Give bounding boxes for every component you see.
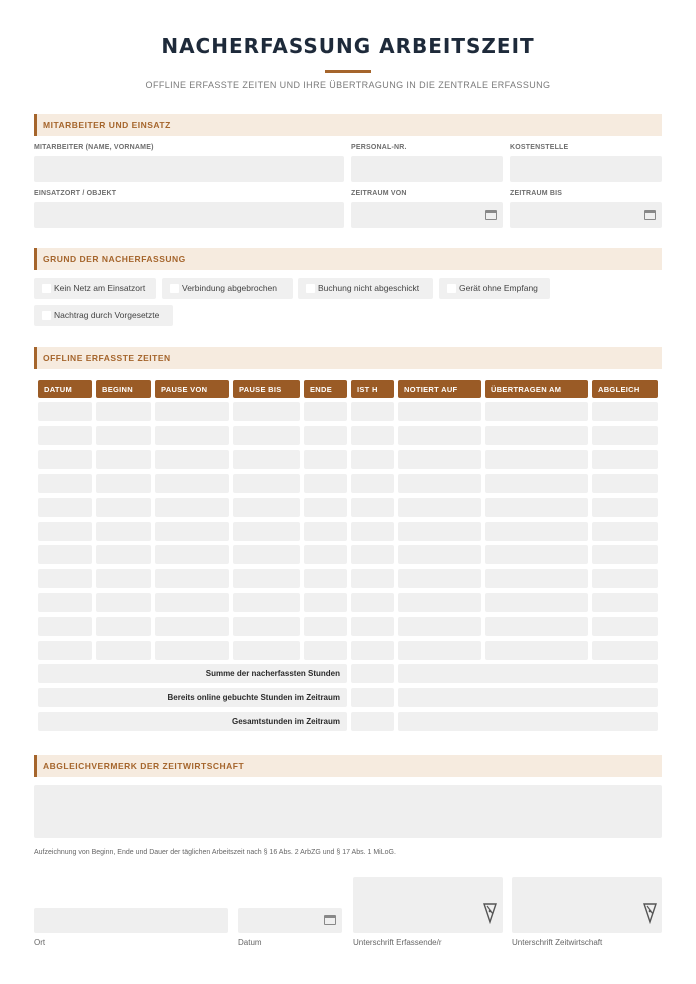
section-header-employee bbox=[34, 114, 662, 136]
signature-recorder-field[interactable] bbox=[353, 877, 503, 933]
calendar-icon[interactable] bbox=[644, 210, 656, 220]
place-field[interactable] bbox=[34, 908, 228, 933]
summary-row-label bbox=[38, 664, 347, 683]
cell-reconciliation[interactable] bbox=[592, 569, 658, 588]
cell-transferred-on[interactable] bbox=[485, 545, 588, 564]
cell-transferred-on[interactable] bbox=[485, 426, 588, 445]
cell-transferred-on[interactable] bbox=[485, 617, 588, 636]
period-to-label: ZEITRAUM BIS bbox=[510, 190, 563, 197]
cell-end[interactable] bbox=[304, 569, 347, 588]
cell-break-to[interactable] bbox=[233, 498, 300, 517]
cell-date[interactable] bbox=[38, 402, 92, 421]
reason-option-no-network[interactable] bbox=[34, 278, 156, 299]
section-header-reason bbox=[34, 248, 662, 270]
cell-reconciliation[interactable] bbox=[592, 593, 658, 612]
cell-break-to[interactable] bbox=[233, 522, 300, 541]
title-divider bbox=[325, 70, 371, 73]
cell-noted-on[interactable] bbox=[398, 569, 481, 588]
cell-end[interactable] bbox=[304, 641, 347, 660]
summary-label: Bereits online gebuchte Stunden im Zeitraum bbox=[167, 693, 340, 702]
cell-noted-on[interactable] bbox=[398, 498, 481, 517]
column-header-break-from: PAUSE VON bbox=[155, 380, 229, 398]
cell-break-from[interactable] bbox=[155, 426, 229, 445]
cell-break-from[interactable] bbox=[155, 641, 229, 660]
cell-reconciliation[interactable] bbox=[592, 402, 658, 421]
column-header-noted-on: NOTIERT AUF bbox=[398, 380, 481, 398]
cell-break-from[interactable] bbox=[155, 569, 229, 588]
column-header-start: BEGINN bbox=[96, 380, 151, 398]
cell-noted-on[interactable] bbox=[398, 426, 481, 445]
cell-break-to[interactable] bbox=[233, 593, 300, 612]
date-label: Datum bbox=[238, 938, 262, 947]
cell-transferred-on[interactable] bbox=[485, 569, 588, 588]
cell-transferred-on[interactable] bbox=[485, 498, 588, 517]
cell-start[interactable] bbox=[96, 593, 151, 612]
cell-break-to[interactable] bbox=[233, 569, 300, 588]
checkbox[interactable] bbox=[42, 311, 51, 320]
cell-actual-hours[interactable] bbox=[351, 426, 394, 445]
cell-actual-hours[interactable] bbox=[351, 498, 394, 517]
section-title: OFFLINE ERFASSTE ZEITEN bbox=[43, 353, 171, 363]
section-title: ABGLEICHVERMERK DER ZEITWIRTSCHAFT bbox=[43, 761, 245, 771]
cell-start[interactable] bbox=[96, 426, 151, 445]
reason-option-no-reception[interactable] bbox=[439, 278, 550, 299]
page-title: NACHERFASSUNG ARBEITSZEIT bbox=[161, 34, 535, 58]
period-to-field[interactable] bbox=[510, 202, 662, 228]
signature-office-label: Unterschrift Zeitwirtschaft bbox=[512, 938, 603, 947]
cell-end[interactable] bbox=[304, 450, 347, 469]
cell-end[interactable] bbox=[304, 498, 347, 517]
cell-break-from[interactable] bbox=[155, 617, 229, 636]
cell-start[interactable] bbox=[96, 641, 151, 660]
cell-date[interactable] bbox=[38, 617, 92, 636]
summary-note-cell[interactable] bbox=[398, 712, 658, 731]
column-header-actual-hours: IST H bbox=[351, 380, 394, 398]
cell-actual-hours[interactable] bbox=[351, 450, 394, 469]
cell-transferred-on[interactable] bbox=[485, 474, 588, 493]
cell-reconciliation[interactable] bbox=[592, 498, 658, 517]
summary-note-cell[interactable] bbox=[398, 688, 658, 707]
cell-actual-hours[interactable] bbox=[351, 522, 394, 541]
checkbox[interactable] bbox=[42, 284, 51, 293]
summary-row-label bbox=[38, 688, 347, 707]
cell-noted-on[interactable] bbox=[398, 474, 481, 493]
cell-actual-hours[interactable] bbox=[351, 569, 394, 588]
reason-option-label: Verbindung abgebrochen bbox=[182, 283, 277, 293]
cell-break-from[interactable] bbox=[155, 402, 229, 421]
employee-name-field[interactable] bbox=[34, 156, 344, 182]
cell-date[interactable] bbox=[38, 545, 92, 564]
column-header-break-to: PAUSE BIS bbox=[233, 380, 300, 398]
checkbox[interactable] bbox=[447, 284, 456, 293]
remark-textarea[interactable] bbox=[34, 785, 662, 838]
pen-nib-icon bbox=[643, 902, 657, 924]
cell-noted-on[interactable] bbox=[398, 617, 481, 636]
reason-option-label: Gerät ohne Empfang bbox=[459, 283, 538, 293]
cell-break-to[interactable] bbox=[233, 426, 300, 445]
cell-noted-on[interactable] bbox=[398, 522, 481, 541]
summary-row-label bbox=[38, 712, 347, 731]
cell-transferred-on[interactable] bbox=[485, 522, 588, 541]
cell-break-to[interactable] bbox=[233, 474, 300, 493]
cell-start[interactable] bbox=[96, 402, 151, 421]
location-field[interactable] bbox=[34, 202, 344, 228]
place-label: Ort bbox=[34, 938, 46, 947]
cell-actual-hours[interactable] bbox=[351, 402, 394, 421]
cell-transferred-on[interactable] bbox=[485, 593, 588, 612]
cell-start[interactable] bbox=[96, 617, 151, 636]
cell-start[interactable] bbox=[96, 450, 151, 469]
reason-option-connection-lost[interactable] bbox=[162, 278, 293, 299]
pen-nib-icon bbox=[483, 902, 497, 924]
section-header-remark bbox=[34, 755, 662, 777]
cell-break-to[interactable] bbox=[233, 450, 300, 469]
period-from-field[interactable] bbox=[351, 202, 503, 228]
cell-noted-on[interactable] bbox=[398, 402, 481, 421]
cell-end[interactable] bbox=[304, 426, 347, 445]
cell-break-to[interactable] bbox=[233, 641, 300, 660]
signature-recorder-label: Unterschrift Erfassende/r bbox=[353, 938, 442, 947]
column-header-end: ENDE bbox=[304, 380, 347, 398]
summary-label: Gesamtstunden im Zeitraum bbox=[231, 717, 340, 726]
cell-reconciliation[interactable] bbox=[592, 450, 658, 469]
column-header-date: DATUM bbox=[38, 380, 92, 398]
cell-reconciliation[interactable] bbox=[592, 474, 658, 493]
location-label: EINSATZORT / OBJEKT bbox=[34, 190, 117, 197]
period-from-label: ZEITRAUM VON bbox=[351, 190, 407, 197]
cell-start[interactable] bbox=[96, 569, 151, 588]
cell-start[interactable] bbox=[96, 474, 151, 493]
cell-end[interactable] bbox=[304, 474, 347, 493]
reason-option-label: Buchung nicht abgeschickt bbox=[318, 283, 420, 293]
cell-noted-on[interactable] bbox=[398, 641, 481, 660]
section-title: MITARBEITER UND EINSATZ bbox=[43, 120, 171, 130]
cell-break-from[interactable] bbox=[155, 522, 229, 541]
signature-office-field[interactable] bbox=[512, 877, 662, 933]
cell-date[interactable] bbox=[38, 474, 92, 493]
cell-break-to[interactable] bbox=[233, 617, 300, 636]
employee-name-label: MITARBEITER (NAME, VORNAME) bbox=[34, 144, 154, 151]
cell-end[interactable] bbox=[304, 522, 347, 541]
summary-hours-cell[interactable] bbox=[351, 688, 394, 707]
summary-label: Summe der nacherfassten Stunden bbox=[205, 669, 340, 678]
cell-date[interactable] bbox=[38, 450, 92, 469]
column-header-transferred-on: ÜBERTRAGEN AM bbox=[485, 380, 588, 398]
cell-noted-on[interactable] bbox=[398, 545, 481, 564]
cost-center-label: KOSTENSTELLE bbox=[510, 144, 569, 151]
cell-transferred-on[interactable] bbox=[485, 402, 588, 421]
cell-transferred-on[interactable] bbox=[485, 641, 588, 660]
summary-note-cell[interactable] bbox=[398, 664, 658, 683]
cell-break-from[interactable] bbox=[155, 545, 229, 564]
cell-date[interactable] bbox=[38, 641, 92, 660]
cell-date[interactable] bbox=[38, 498, 92, 517]
cell-noted-on[interactable] bbox=[398, 593, 481, 612]
summary-hours-cell[interactable] bbox=[351, 664, 394, 683]
page-subtitle: OFFLINE ERFASSTE ZEITEN UND IHRE ÜBERTRAGUNG IN DIE ZENTRALE ERFASSUNG bbox=[145, 80, 551, 90]
section-title: GRUND DER NACHERFASSUNG bbox=[43, 254, 186, 264]
cell-break-from[interactable] bbox=[155, 450, 229, 469]
cell-reconciliation[interactable] bbox=[592, 617, 658, 636]
reason-option-not-sent[interactable] bbox=[298, 278, 433, 299]
cell-break-to[interactable] bbox=[233, 545, 300, 564]
cell-transferred-on[interactable] bbox=[485, 450, 588, 469]
cell-reconciliation[interactable] bbox=[592, 426, 658, 445]
cell-date[interactable] bbox=[38, 522, 92, 541]
checkbox[interactable] bbox=[170, 284, 179, 293]
date-field[interactable] bbox=[238, 908, 342, 933]
cell-start[interactable] bbox=[96, 545, 151, 564]
cell-break-from[interactable] bbox=[155, 498, 229, 517]
cell-reconciliation[interactable] bbox=[592, 545, 658, 564]
cell-noted-on[interactable] bbox=[398, 450, 481, 469]
cell-break-from[interactable] bbox=[155, 474, 229, 493]
cell-actual-hours[interactable] bbox=[351, 641, 394, 660]
cell-date[interactable] bbox=[38, 593, 92, 612]
legal-note: Aufzeichnung von Beginn, Ende und Dauer der täglichen Arbeitszeit nach § 16 Abs. 2 ArbZG und § 17 Abs. 1 MiLoG. bbox=[34, 849, 396, 856]
cell-actual-hours[interactable] bbox=[351, 617, 394, 636]
checkbox[interactable] bbox=[306, 284, 315, 293]
cell-actual-hours[interactable] bbox=[351, 474, 394, 493]
cell-actual-hours[interactable] bbox=[351, 545, 394, 564]
personnel-number-field[interactable] bbox=[351, 156, 503, 182]
summary-hours-cell[interactable] bbox=[351, 712, 394, 731]
calendar-icon[interactable] bbox=[324, 915, 336, 925]
cell-end[interactable] bbox=[304, 593, 347, 612]
section-header-times bbox=[34, 347, 662, 369]
cell-start[interactable] bbox=[96, 522, 151, 541]
cell-break-from[interactable] bbox=[155, 593, 229, 612]
cell-end[interactable] bbox=[304, 402, 347, 421]
cell-date[interactable] bbox=[38, 569, 92, 588]
cost-center-field[interactable] bbox=[510, 156, 662, 182]
cell-date[interactable] bbox=[38, 426, 92, 445]
cell-reconciliation[interactable] bbox=[592, 641, 658, 660]
column-header-reconciliation: ABGLEICH bbox=[592, 380, 658, 398]
cell-end[interactable] bbox=[304, 617, 347, 636]
cell-reconciliation[interactable] bbox=[592, 522, 658, 541]
cell-break-to[interactable] bbox=[233, 402, 300, 421]
reason-option-label: Nachtrag durch Vorgesetzte bbox=[54, 310, 160, 320]
calendar-icon[interactable] bbox=[485, 210, 497, 220]
personnel-number-label: PERSONAL-NR. bbox=[351, 144, 407, 151]
reason-option-supervisor[interactable] bbox=[34, 305, 173, 326]
cell-start[interactable] bbox=[96, 498, 151, 517]
reason-option-label: Kein Netz am Einsatzort bbox=[54, 283, 146, 293]
cell-actual-hours[interactable] bbox=[351, 593, 394, 612]
cell-end[interactable] bbox=[304, 545, 347, 564]
